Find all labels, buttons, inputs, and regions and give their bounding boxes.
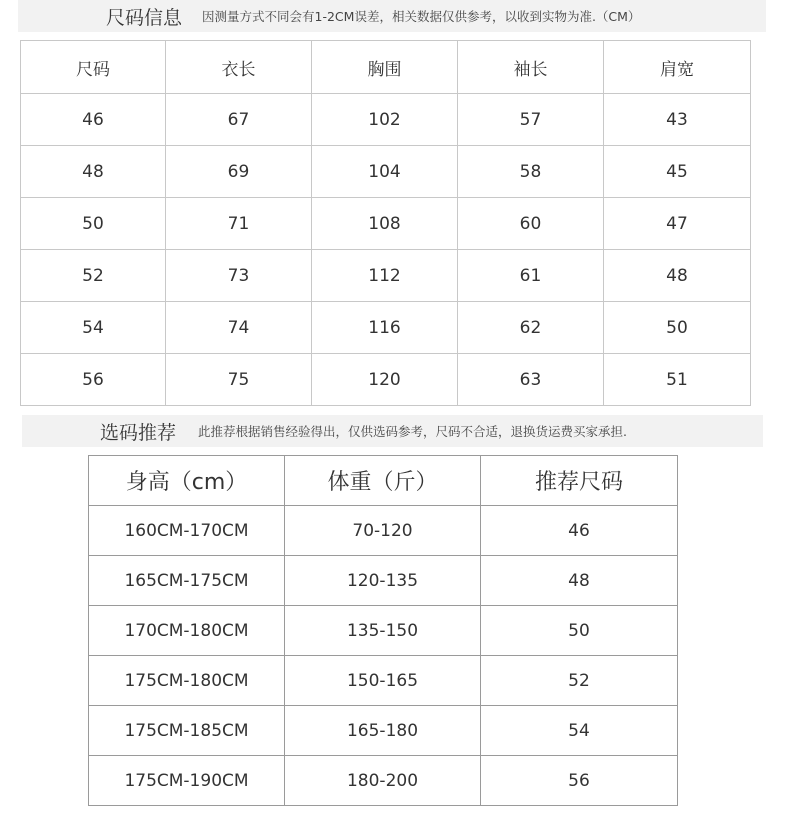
table-row — [89, 656, 678, 706]
sleeve-cell: 58 — [458, 146, 604, 198]
length-cell: 74 — [166, 302, 312, 354]
recommended-size-cell: 48 — [481, 556, 678, 606]
size-table-header-row — [21, 41, 751, 94]
recommend-header — [22, 415, 763, 447]
weight-cell: 120-135 — [285, 556, 481, 606]
recommended-size-cell: 52 — [481, 656, 678, 706]
weight-cell: 70-120 — [285, 506, 481, 556]
sleeve-cell: 61 — [458, 250, 604, 302]
height-header: 身高（cm） — [89, 456, 285, 506]
weight-header: 体重（斤） — [285, 456, 481, 506]
table-row — [89, 606, 678, 656]
chest-cell: 108 — [312, 198, 458, 250]
table-row — [89, 706, 678, 756]
size-cell: 46 — [21, 94, 166, 146]
size-cell: 56 — [21, 354, 166, 406]
size-cell: 48 — [21, 146, 166, 198]
length-cell: 71 — [166, 198, 312, 250]
size-info-header — [18, 0, 766, 32]
table-row — [89, 506, 678, 556]
table-row — [21, 94, 751, 146]
size-header-cell: 肩宽 — [604, 41, 751, 94]
recommended-size-cell: 56 — [481, 756, 678, 806]
length-cell: 67 — [166, 94, 312, 146]
recommended-size-cell: 50 — [481, 606, 678, 656]
size-table — [20, 40, 751, 406]
size-header-cell: 尺码 — [21, 41, 166, 94]
chest-cell: 116 — [312, 302, 458, 354]
length-cell: 69 — [166, 146, 312, 198]
chest-cell: 120 — [312, 354, 458, 406]
shoulder-cell: 43 — [604, 94, 751, 146]
table-row — [21, 354, 751, 406]
height-cell: 160CM-170CM — [89, 506, 285, 556]
recommended-size-cell: 46 — [481, 506, 678, 556]
weight-cell: 180-200 — [285, 756, 481, 806]
height-cell: 170CM-180CM — [89, 606, 285, 656]
height-cell: 175CM-180CM — [89, 656, 285, 706]
chest-cell: 112 — [312, 250, 458, 302]
sleeve-cell: 57 — [458, 94, 604, 146]
recommend-table-header-row — [89, 456, 678, 506]
size-cell: 50 — [21, 198, 166, 250]
recommended-size-cell: 54 — [481, 706, 678, 756]
shoulder-cell: 50 — [604, 302, 751, 354]
recommend-note: 此推荐根据销售经验得出，仅供选码参考，尺码不合适，退换货运费买家承担. — [198, 424, 627, 439]
shoulder-cell: 48 — [604, 250, 751, 302]
weight-cell: 135-150 — [285, 606, 481, 656]
table-row — [21, 302, 751, 354]
size-header-cell: 袖长 — [458, 41, 604, 94]
table-row — [89, 756, 678, 806]
weight-cell: 150-165 — [285, 656, 481, 706]
weight-cell: 165-180 — [285, 706, 481, 756]
size-header-cell: 衣长 — [166, 41, 312, 94]
size-info-note: 因测量方式不同会有1-2CM误差，相关数据仅供参考，以收到实物为准.（CM） — [202, 9, 641, 24]
length-cell: 73 — [166, 250, 312, 302]
shoulder-cell: 47 — [604, 198, 751, 250]
table-row — [21, 250, 751, 302]
height-cell: 175CM-190CM — [89, 756, 285, 806]
shoulder-cell: 45 — [604, 146, 751, 198]
length-cell: 75 — [166, 354, 312, 406]
height-cell: 165CM-175CM — [89, 556, 285, 606]
size-info-title: 尺码信息 — [106, 6, 183, 29]
size-cell: 54 — [21, 302, 166, 354]
recommend-title: 选码推荐 — [100, 421, 177, 444]
table-row — [89, 556, 678, 606]
recommended-size-header: 推荐尺码 — [481, 456, 678, 506]
sleeve-cell: 63 — [458, 354, 604, 406]
table-row — [21, 198, 751, 250]
chest-cell: 102 — [312, 94, 458, 146]
shoulder-cell: 51 — [604, 354, 751, 406]
sleeve-cell: 62 — [458, 302, 604, 354]
size-cell: 52 — [21, 250, 166, 302]
size-header-cell: 胸围 — [312, 41, 458, 94]
chest-cell: 104 — [312, 146, 458, 198]
recommend-table — [88, 455, 678, 806]
sleeve-cell: 60 — [458, 198, 604, 250]
height-cell: 175CM-185CM — [89, 706, 285, 756]
table-row — [21, 146, 751, 198]
